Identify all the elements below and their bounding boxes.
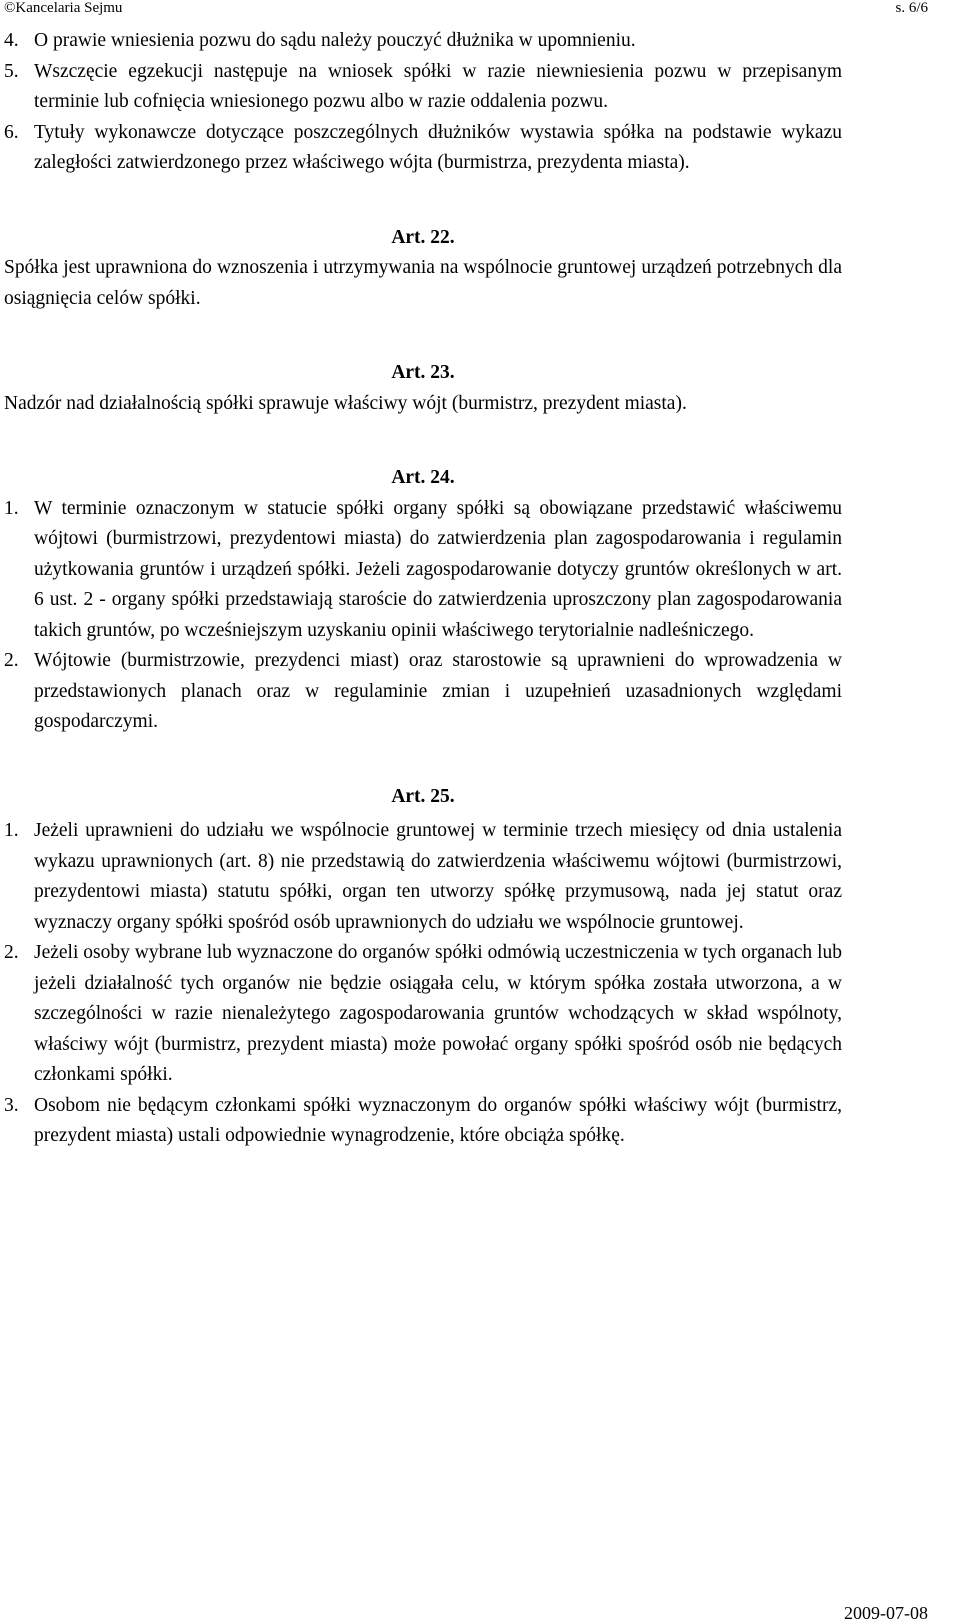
- article-25-item-2: [4, 938, 842, 1091]
- page-number: s. 6/6: [895, 0, 928, 16]
- header-copyright: ©Kancelaria Sejmu: [4, 0, 123, 16]
- item-text: Osobom nie będącym członkami spółki wyznaczonym do organów spółki właściwy wójt (burmistrz, prezydent miasta) ustali odpowiednie wynagrodzenie, które obciąża spółkę.: [34, 1094, 842, 1146]
- article-23-text: Nadzór nad działalnością spółki sprawuje właściwy wójt (burmistrz, prezydent miasta).: [4, 392, 687, 414]
- item-number: 5.: [4, 60, 19, 82]
- item-text: Wójtowie (burmistrzowie, prezydenci miast) oraz starostowie są uprawnieni do wprowadzenia w przedstawionych planach oraz w regulaminie zmian i uzupełnień uzasadnionych względami gospodarczymi.: [34, 650, 842, 732]
- article-25-item-1: [4, 816, 842, 938]
- item-number: 4.: [4, 30, 19, 51]
- document-body: [4, 26, 842, 1152]
- item-text: Jeżeli uprawnieni do udziału we wspólnocie gruntowej w terminie trzech miesięcy od dnia ustalenia wykazu uprawnionych (art. 8) nie przedstawią do zatwierdzenia właściwemu wójtowi (burmistrzowi, prezydentowi miasta) statutu spółki, organ ten utworzy spółkę przymusową, nada jej statut oraz wyznaczy organy spółki spośród osób uprawnionych do udziału we wspólnocie gruntowej.: [34, 820, 842, 933]
- footer-date: 2009-07-08: [844, 1603, 928, 1623]
- item-text: Jeżeli osoby wybrane lub wyznaczone do organów spółki odmówią uczestniczenia w tych organach lub jeżeli działalność tych organów nie będzie osiągała celu, w którym spółka została utworzona, a w szczególności w razie nienależytego zagospodarowania gruntów wchodzących w skład wspólnoty, właściwy wójt (burmistrz, prezydent miasta) może powołać organy spółki spośród osób nie będących członkami spółki.: [34, 942, 842, 1085]
- item-number: 3.: [4, 1094, 19, 1116]
- article-24-item-1: [4, 494, 842, 647]
- item-number: 6.: [4, 121, 19, 143]
- item-text: Wszczęcie egzekucji następuje na wniosek spółki w razie niewniesienia pozwu w przepisanym terminie lub cofnięcia wniesionego pozwu albo w razie oddalenia pozwu.: [34, 60, 842, 112]
- article-25-heading: Art. 25.: [391, 785, 455, 807]
- article-24-heading: Art. 24.: [391, 467, 455, 488]
- article-23-heading: Art. 23.: [391, 362, 455, 383]
- article-25-item-3: [4, 1091, 842, 1152]
- item-number: 1.: [4, 497, 19, 519]
- article-22-heading: Art. 22.: [391, 226, 455, 248]
- item-text: W terminie oznaczonym w statucie spółki organy spółki są obowiązane przedstawić właściwemu wójtowi (burmistrzowi, prezydentowi miasta) do zatwierdzenia plan zagospodarowania i regulamin użytkowania gruntów i urządzeń spółki. Jeżeli zagospodarowanie dotyczy gruntów określonych w art. 6 ust. 2 - organy spółki przedstawiają staroście do zatwierdzenia uproszczony plan zagospodarowania takich gruntów, po wcześniejszym uzyskaniu opinii właściwego terytorialnie nadleśniczego.: [34, 497, 842, 641]
- paragraph-item-6: [4, 118, 842, 179]
- item-number: 2.: [4, 942, 19, 963]
- article-24-item-2: [4, 646, 842, 738]
- item-number: 1.: [4, 820, 19, 841]
- paragraph-item-4: [4, 26, 842, 57]
- item-number: 2.: [4, 650, 19, 671]
- paragraph-item-5: [4, 57, 842, 118]
- item-text: O prawie wniesienia pozwu do sądu należy pouczyć dłużnika w upomnieniu.: [34, 30, 636, 51]
- article-22-text: Spółka jest uprawniona do wznoszenia i utrzymywania na wspólnocie gruntowej urządzeń potrzebnych dla osiągnięcia celów spółki.: [4, 257, 842, 309]
- item-text: Tytuły wykonawcze dotyczące poszczególnych dłużników wystawia spółka na podstawie wykazu zaległości zatwierdzonego przez właściwego wójta (burmistrza, prezydenta miasta).: [34, 121, 842, 173]
